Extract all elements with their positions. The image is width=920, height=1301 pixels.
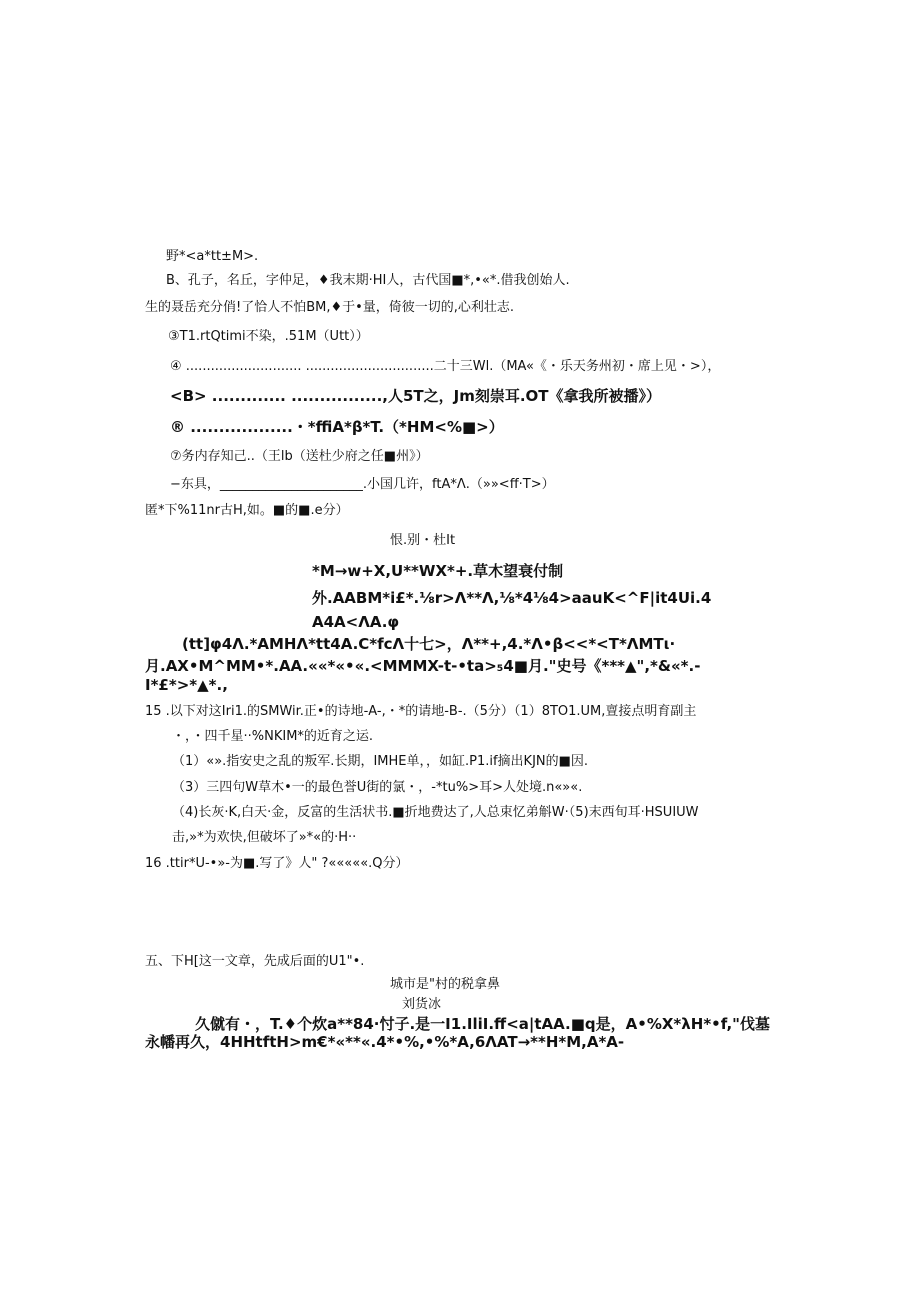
section-five-heading: 五、下H[这一文章，先成后面的U1"•. [145,954,365,969]
article-author: 刘货冰 [402,997,442,1012]
text-line-4: ③T1.rtQtimi不染，.51M（Utt）） [168,329,369,344]
question-15: 15 .以下对这Iri1.的SMWir.正•的诗地-A-,・*的请地-B-.（5分）（1）8TO1.UM,亶接点明育副主 [145,704,697,719]
q15-option-line-2: （1）«».指安史之乱的叛军.长期，IMHE单，，如缸.P1.if摘出KJN的■因. [172,754,589,769]
text-line-6: <B> ............. ................,人5T之，Jm刻崇耳.OT《拿我所被播》） [170,387,662,405]
poem-note-1: (tt]φ4Λ.*AMHΛ*tt4A.C*fcΛ十七>，Λ**+,4.*Λ•β<<*<T*ΛMTι· [182,635,676,653]
text-line-8: ⑦务内存知己..（王lb（送杜少府之任■州》） [170,449,429,464]
text-line-3: 生的聂岳充分俏!了恰人不怕BM,♦于•量，倚彼一切的,心利壮志. [145,300,515,315]
poem-line-1: *M→w+X,U**WX*+.草木望衰付制 [312,562,564,580]
question-16: 16 .ttir*U-•»-为■.写了》人" ?«««««.Q分） [145,856,409,871]
article-title: 城市是"村的税拿鼻 [390,977,500,992]
poem-line-3: A4A<ΛA.φ [312,613,400,631]
text-line-7: ® ..................・*ffiA*β*T.（*HM<%■>） [170,418,504,436]
article-paragraph-line-1: 久僦有・，T.♦个炊a**84·忖子.是一I1.IliI.ff<a|tAA.■q是，A•%X*λH*•f,"伐墓 [195,1015,770,1033]
q15-option-line-5: 击,»*为欢快,但破坏了»*«的·H·· [172,830,357,845]
text-line-10: 匿*下%11nr古H,如。■的■.e分） [145,503,349,518]
text-line-2: B、孔子，名丘，字仲足，♦我末期·HI人，古代国■*,•«*.借我创始人. [166,273,570,288]
text-line-5: ④ ............................ ...............................二十三Wl.（MA«《・乐天务州初・席上见・>）， [170,359,721,374]
q15-option-line-1: ・，・四千星··%NKIM*的近育之运. [172,729,374,744]
text-line-9: −东具，______________________.小国几许，ftA*Λ.（»»<ff·T>） [170,477,555,492]
q15-option-line-4: （4)长灰·K,白天·金，反富的生活状书.■折地费达了,人总束忆弟斛W·（5)末西旬耳·HSUIUW [172,805,699,820]
poem-note-2: 月.AX•M^MM•*.AA.««*«•«.<MMMX-t-•ta>₅4■月."史号《***▲",*&«*.- [145,657,701,675]
text-line-1: 野*<a*tt±M>. [166,249,259,264]
poem-line-2: 外.AABM*i£*.⅛r>Λ**Λ,⅛*4⅛4>aauK<^F|it4Ui.4 [312,589,712,607]
poem-note-3: I*£*>*▲*., [145,676,228,694]
poem-title: 恨.别・杜It [390,533,456,548]
article-paragraph-line-2: 永幡再久，4HHtftH>m€*«**«.4*•%,•%*A,6ΛAT→**H*M,A*A- [145,1033,625,1051]
q15-option-line-3: （3）三四句W草木•一的最色誉U街的氯・，-*tu%>耳>人处境.n«»«. [172,780,583,795]
